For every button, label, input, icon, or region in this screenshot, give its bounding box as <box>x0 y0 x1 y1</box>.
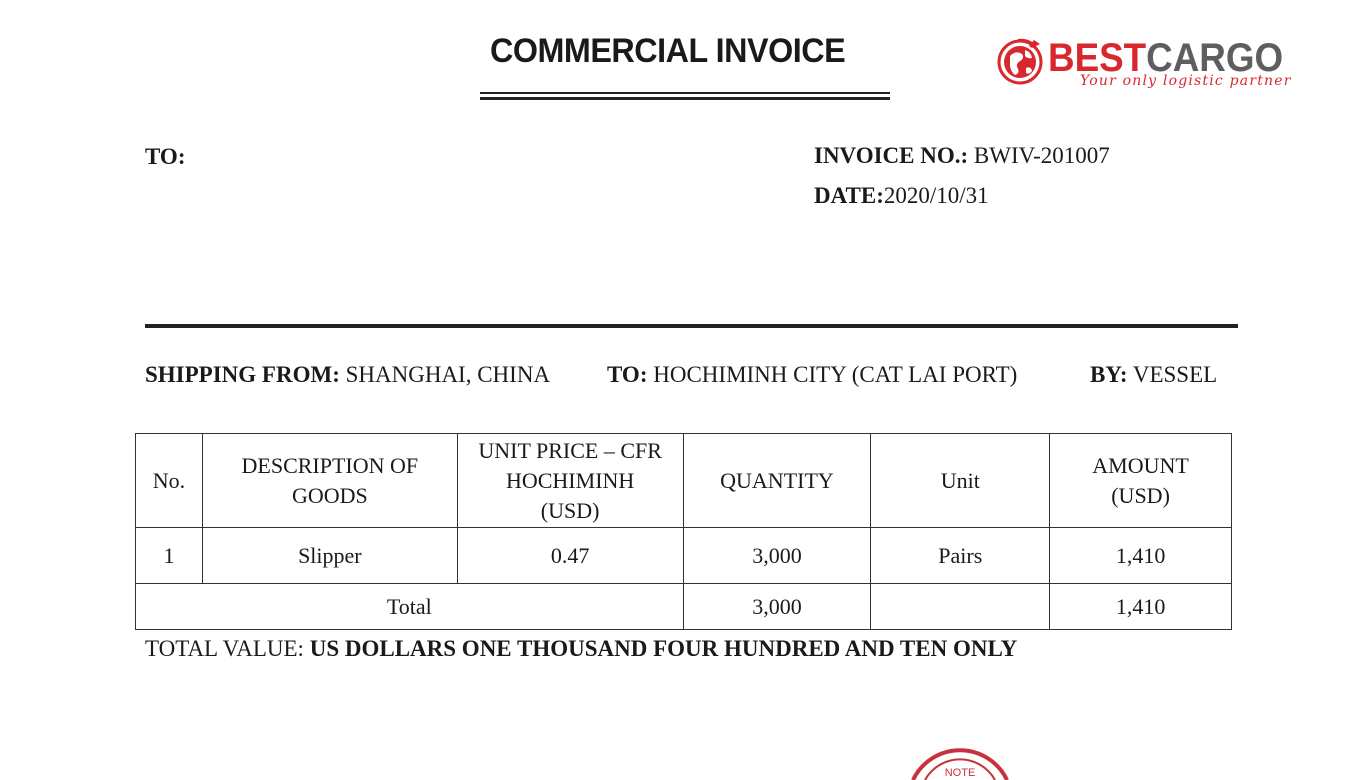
header-unit-price-line3: (USD) <box>540 497 600 523</box>
header-unit-price-line1: UNIT PRICE – CFR <box>478 437 662 463</box>
total-value-words: US DOLLARS ONE THOUSAND FOUR HUNDRED AND TEN ONLY <box>309 636 1018 661</box>
shipping-to <box>607 362 1017 388</box>
total-label: Total <box>136 584 684 630</box>
section-divider <box>145 324 1238 328</box>
header-description <box>202 434 457 528</box>
total-quantity: 3,000 <box>683 584 871 630</box>
total-value-label: TOTAL VALUE: <box>145 636 304 661</box>
company-stamp <box>905 740 1015 780</box>
cell-quantity: 3,000 <box>683 528 871 584</box>
header-unit: Unit <box>871 434 1050 528</box>
shipping-to-value: HOCHIMINH CITY (CAT LAI PORT) <box>653 362 1018 387</box>
logo-tagline: Your only logistic partner <box>1080 73 1292 89</box>
title-underline-double <box>480 97 890 100</box>
header-unit-price-line2: HOCHIMINH <box>505 467 635 493</box>
header-unit-price <box>457 434 683 528</box>
recipient-label: TO: <box>145 144 186 169</box>
globe-plane-icon <box>996 36 1046 86</box>
shipping-from <box>145 362 550 388</box>
header-amount-line2: (USD) <box>1111 482 1170 508</box>
table-row <box>136 528 1232 584</box>
shipping-to-label: TO: <box>607 362 648 387</box>
shipping-from-value: SHANGHAI, CHINA <box>345 362 551 387</box>
invoice-table <box>135 433 1232 630</box>
header-description-line2: GOODS <box>291 482 368 508</box>
total-amount: 1,410 <box>1050 584 1232 630</box>
header-amount-line1: AMOUNT <box>1092 452 1189 478</box>
header-quantity: QUANTITY <box>683 434 871 528</box>
cell-amount: 1,410 <box>1050 528 1232 584</box>
invoice-date-label: DATE: <box>814 183 884 208</box>
cell-description: Slipper <box>202 528 457 584</box>
invoice-date-value: 2020/10/31 <box>883 183 989 208</box>
total-value <box>145 636 1017 662</box>
cell-no: 1 <box>136 528 203 584</box>
shipping-by-label: BY: <box>1090 362 1128 387</box>
table-header-row <box>136 434 1232 528</box>
cell-unit-price: 0.47 <box>457 528 683 584</box>
invoice-date <box>814 183 989 209</box>
cell-unit: Pairs <box>871 528 1050 584</box>
header-amount <box>1050 434 1232 528</box>
logo-cargo-text: CARGO <box>1146 36 1284 80</box>
document-title: COMMERCIAL INVOICE <box>490 32 846 70</box>
table-total-row <box>136 584 1232 630</box>
bestcargo-logo <box>996 34 1328 94</box>
invoice-number-label: INVOICE NO.: <box>814 143 969 168</box>
stamp-text: NOTE <box>944 767 976 779</box>
title-underline <box>480 92 890 94</box>
header-description-line1: DESCRIPTION OF <box>241 452 419 478</box>
shipping-by <box>1090 362 1217 388</box>
header-no: No. <box>136 434 203 528</box>
shipping-by-value: VESSEL <box>1132 362 1218 387</box>
shipping-from-label: SHIPPING FROM: <box>145 362 340 387</box>
total-unit <box>871 584 1050 630</box>
logo-best-text: BEST <box>1048 36 1147 80</box>
invoice-number <box>814 143 1110 169</box>
invoice-number-value: BWIV-201007 <box>973 143 1110 168</box>
